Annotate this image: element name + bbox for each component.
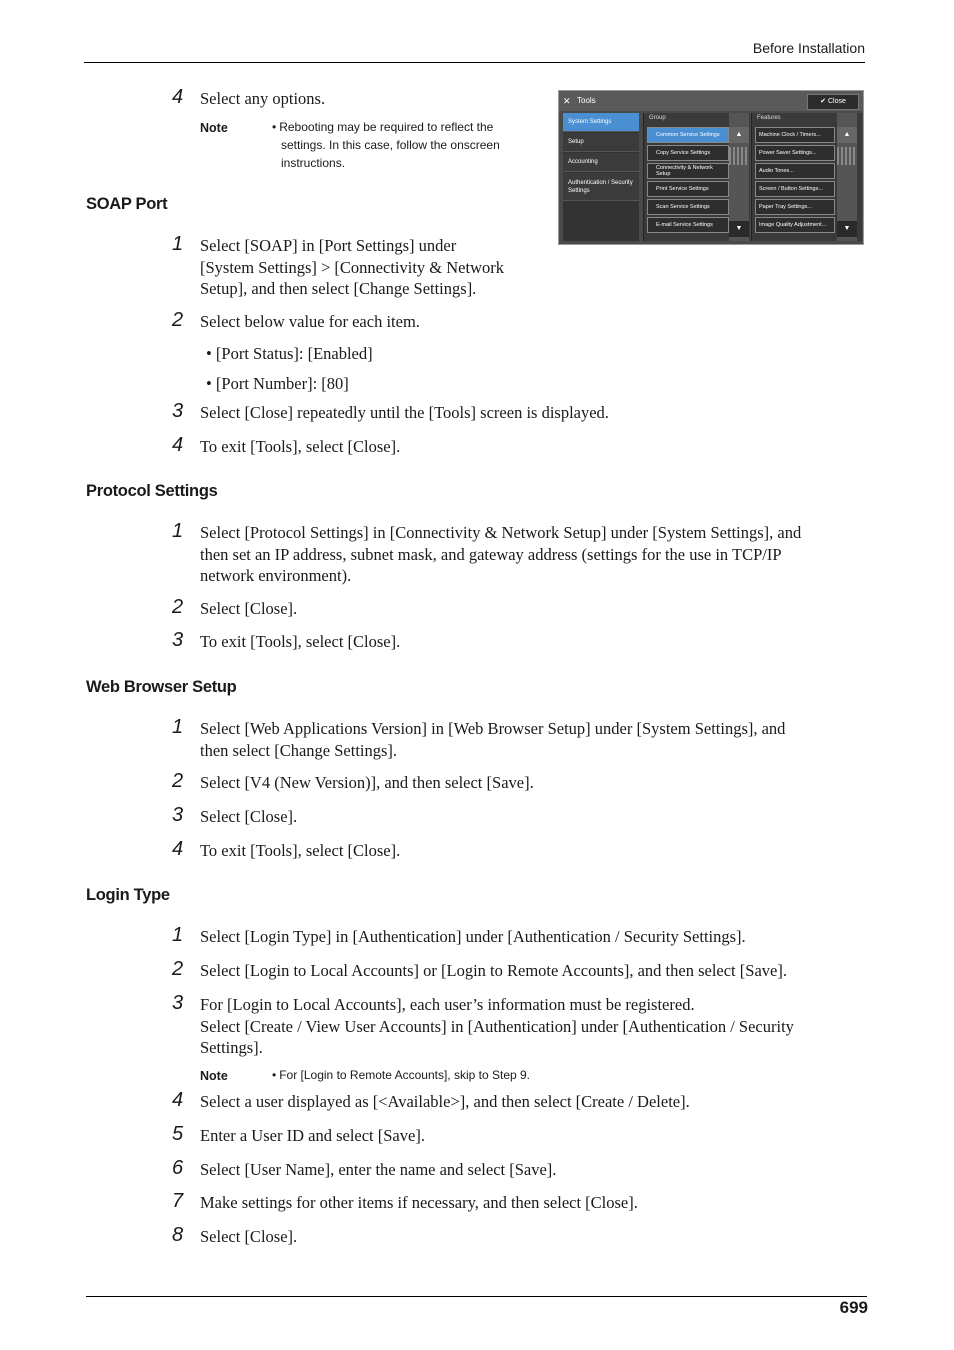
step-text: Select [User Name], enter the name and select [Save]. — [200, 1160, 557, 1179]
nav-item-accounting[interactable]: Accounting — [563, 153, 639, 172]
step-number: 8 — [172, 1224, 184, 1246]
feature-item[interactable]: Paper Tray Settings... — [755, 199, 835, 215]
step-number: 2 — [172, 596, 184, 618]
nav-item-setup[interactable]: Setup — [563, 133, 639, 152]
note-label: Note — [200, 1069, 228, 1083]
group-item[interactable]: Common Service Settings — [647, 127, 729, 143]
section-heading: SOAP Port — [86, 195, 168, 213]
step-number: 6 — [172, 1157, 184, 1179]
feature-item[interactable]: Machine Clock / Timers... — [755, 127, 835, 143]
step-number: 1 — [172, 520, 184, 542]
features-header: Features — [757, 115, 781, 121]
tools-screenshot — [558, 90, 864, 245]
group-item[interactable]: Scan Service Settings — [647, 199, 729, 215]
scroll-up-icon[interactable]: ▲ — [729, 127, 749, 143]
step-number: 7 — [172, 1190, 184, 1212]
step-number: 2 — [172, 770, 184, 792]
step-number: 1 — [172, 233, 184, 255]
running-header: Before Installation — [752, 40, 865, 56]
step-text: To exit [Tools], select [Close]. — [200, 841, 401, 860]
step-text: Enter a User ID and select [Save]. — [200, 1126, 425, 1145]
step-number: 1 — [172, 924, 184, 946]
step-number: 4 — [172, 86, 184, 108]
step-number: 4 — [172, 1089, 184, 1111]
note-text: • For [Login to Remote Accounts], skip to Step 9. — [272, 1068, 531, 1082]
step-text: Select [Close]. — [200, 599, 298, 618]
step-number: 3 — [172, 400, 184, 422]
tools-left-nav — [563, 113, 639, 241]
features-scrollbar[interactable] — [837, 113, 857, 241]
note-label: Note — [200, 121, 228, 135]
step-text: Select below value for each item. — [200, 312, 420, 331]
step-text: To exit [Tools], select [Close]. — [200, 632, 401, 651]
step-text: For [Login to Local Accounts], each user’s information must be registered. Select [Create / View User Accounts] in [Authentication] under [Authentication / Security Settings]. — [200, 995, 794, 1057]
check-icon: ✔ — [820, 98, 826, 105]
step-text: Select [Close] repeatedly until the [Tools] screen is displayed. — [200, 403, 609, 422]
step-number: 4 — [172, 434, 184, 456]
step-text: Select [Close]. — [200, 1227, 298, 1246]
list-item: • [Port Status]: [Enabled] — [206, 344, 373, 363]
step-text: Select [SOAP] in [Port Settings] under [System Settings] > [Connectivity & Network Setup], and then select [Change Settings]. — [200, 236, 504, 298]
step-text: Select [Login to Local Accounts] or [Login to Remote Accounts], and then select [Save]. — [200, 961, 787, 980]
step-number: 3 — [172, 992, 184, 1014]
step-number: 3 — [172, 804, 184, 826]
close-button[interactable]: ✔ Close — [807, 94, 859, 110]
step-text: Select [Web Applications Version] in [Web Browser Setup] under [System Settings], and then select [Change Settings]. — [200, 719, 786, 760]
scroll-down-icon[interactable]: ▼ — [837, 221, 857, 237]
group-item[interactable]: Connectivity & Network Setup — [647, 163, 729, 179]
group-item[interactable]: Copy Service Settings — [647, 145, 729, 161]
header-divider — [84, 62, 865, 63]
footer-divider — [86, 1296, 867, 1297]
step-text: Select any options. — [200, 89, 326, 108]
section-heading: Protocol Settings — [86, 482, 218, 500]
list-item: • [Port Number]: [80] — [206, 374, 349, 393]
group-item[interactable]: E-mail Service Settings — [647, 217, 729, 233]
feature-item[interactable]: Power Saver Settings... — [755, 145, 835, 161]
step-text: Select [Close]. — [200, 807, 298, 826]
scroll-up-icon[interactable]: ▲ — [837, 127, 857, 143]
group-item[interactable]: Print Service Settings — [647, 181, 729, 197]
step-number: 2 — [172, 309, 184, 331]
section-heading: Login Type — [86, 886, 170, 904]
group-scrollbar[interactable] — [729, 113, 749, 241]
note-text: • Rebooting may be required to reflect the settings. In this case, follow the onscreen instructions. — [272, 120, 500, 170]
step-text: Select [V4 (New Version)], and then select [Save]. — [200, 773, 534, 792]
group-header: Group — [649, 115, 666, 121]
feature-item[interactable]: Image Quality Adjustment... — [755, 217, 835, 233]
nav-item-authentication[interactable]: Authentication / Security Settings — [563, 173, 639, 201]
step-text: Make settings for other items if necessary, and then select [Close]. — [200, 1193, 638, 1212]
step-text: Select a user displayed as [<Available>], and then select [Create / Delete]. — [200, 1092, 690, 1111]
section-heading: Web Browser Setup — [86, 678, 237, 696]
step-text: Select [Login Type] in [Authentication] under [Authentication / Security Settings]. — [200, 927, 746, 946]
tools-title: Tools — [577, 96, 596, 105]
step-number: 2 — [172, 958, 184, 980]
tools-title-bar — [559, 91, 863, 111]
nav-item-system-settings[interactable]: System Settings — [563, 113, 639, 132]
step-text: To exit [Tools], select [Close]. — [200, 437, 401, 456]
step-number: 5 — [172, 1123, 184, 1145]
step-text: Select [Protocol Settings] in [Connectivity & Network Setup] under [System Settings], and then set an IP address, subnet mask, and gateway address (settings for the use in TCP/IP network environment). — [200, 523, 802, 585]
step-number: 1 — [172, 716, 184, 738]
feature-item[interactable]: Audio Tones... — [755, 163, 835, 179]
step-number: 4 — [172, 838, 184, 860]
scroll-down-icon[interactable]: ▼ — [729, 221, 749, 237]
tools-icon: ✕ — [563, 96, 571, 106]
page-number: 699 — [839, 1298, 868, 1317]
step-number: 3 — [172, 629, 184, 651]
feature-item[interactable]: Screen / Button Settings... — [755, 181, 835, 197]
